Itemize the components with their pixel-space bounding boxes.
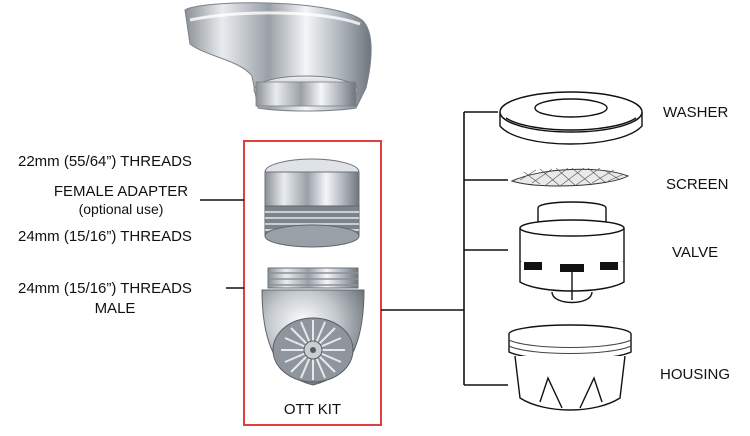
- label-24mm-threads-lower: 24mm (15/16”) THREADS: [18, 280, 192, 297]
- valve-icon: [520, 202, 624, 303]
- label-valve: VALVE: [672, 244, 719, 261]
- screen-mesh-icon: [512, 168, 628, 186]
- female-adapter-icon: [265, 159, 359, 247]
- left-callout-lines: [200, 200, 244, 288]
- label-housing: HOUSING: [660, 366, 731, 383]
- label-washer: WASHER: [663, 104, 729, 121]
- label-screen: SCREEN: [666, 176, 729, 193]
- faucet-spout-icon: [185, 3, 371, 111]
- label-female-adapter: FEMALE ADAPTER: [53, 183, 189, 200]
- label-male: MALE: [94, 300, 136, 317]
- housing-icon: [509, 325, 631, 410]
- label-optional-use: (optional use): [78, 201, 164, 217]
- label-22mm-threads: 22mm (55/64”) THREADS: [18, 153, 192, 170]
- washer-icon: [500, 92, 642, 144]
- kit-label: OTT KIT: [283, 401, 342, 418]
- label-24mm-threads-upper: 24mm (15/16”) THREADS: [18, 228, 192, 245]
- male-aerator-icon: [262, 268, 364, 385]
- exploded-bracket: [381, 112, 508, 385]
